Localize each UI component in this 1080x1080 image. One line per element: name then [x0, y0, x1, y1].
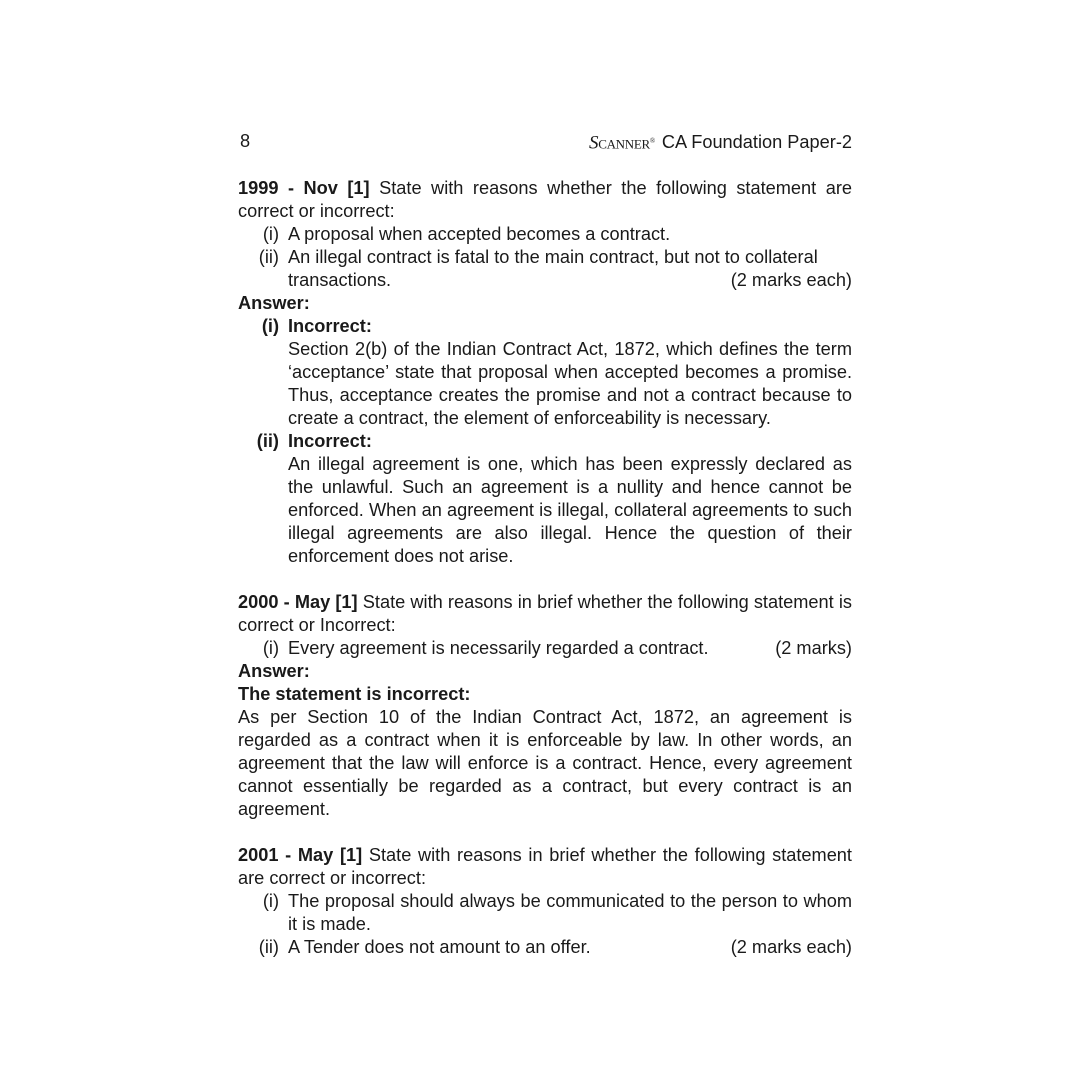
book-page	[238, 129, 852, 959]
answer-1-ii-text: An illegal agreement is one, which has been expressly declared as the unlawful. Such an agreement is a nullity and hence cannot be enforced. When an agreement is illegal, collateral agreements to such illegal agreements are also illegal. Hence the question of their enforcement does not arise.	[288, 454, 852, 566]
marks-label: (2 marks each)	[730, 937, 852, 957]
answer-1-i-text: Section 2(b) of the Indian Contract Act, 1872, which defines the term ‘acceptance’ state that proposal when accepted becomes a promise. Thus, acceptance creates the promise and not a contract because to create a contract, the element of enforceability is necessary.	[288, 339, 852, 428]
page-number: 8	[240, 131, 251, 151]
page-header	[238, 129, 852, 155]
question-3: 2001 - May [1] State with reasons in brief whether the following statement are correct or incorrect:	[238, 845, 852, 888]
answer-1-i-heading: (i) Incorrect:	[261, 316, 372, 336]
question-2: 2000 - May [1] State with reasons in brief whether the following statement is correct or Incorrect:	[238, 592, 852, 635]
question-1-item-ii: (ii) An illegal contract is fatal to the main contract, but not to collateral transactions. (2 marks each)	[258, 247, 852, 290]
question-1: 1999 - Nov [1] State with reasons whether the following statement are correct or incorrect:	[238, 178, 852, 221]
running-head	[589, 130, 852, 155]
answer-label: Answer:	[238, 661, 310, 681]
question-tag: 2001 - May [1]	[238, 845, 363, 865]
answer-label: Answer:	[238, 293, 310, 313]
answer-2-verdict: The statement is incorrect:	[238, 684, 471, 704]
book-title: CA Foundation Paper-2	[661, 132, 852, 153]
question-3-item-ii: (ii) A Tender does not amount to an offer. (2 marks each)	[258, 937, 852, 957]
scanner-logo: SCANNER®	[589, 132, 655, 154]
answer-2-text: As per Section 10 of the Indian Contract Act, 1872, an agreement is regarded as a contract when it is enforceable by law. In other words, an agreement that the law will enforce is a contract. Hence, every agreement cannot essentially be regarded as a contract, but every contract is an agreement.	[238, 707, 852, 819]
marks-label: (2 marks each)	[730, 270, 852, 290]
question-tag: 2000 - May [1]	[238, 592, 358, 612]
marks-label: (2 marks)	[775, 638, 852, 658]
question-tag: 1999 - Nov [1]	[238, 178, 370, 198]
answer-1-ii-heading: (ii) Incorrect:	[256, 431, 372, 451]
question-3-item-i: (i) The proposal should always be communicated to the person to whom it is made.	[262, 891, 852, 934]
question-2-item-i: (i) Every agreement is necessarily regarded a contract. (2 marks)	[262, 638, 852, 658]
question-1-item-i: (i) A proposal when accepted becomes a contract.	[262, 224, 671, 244]
